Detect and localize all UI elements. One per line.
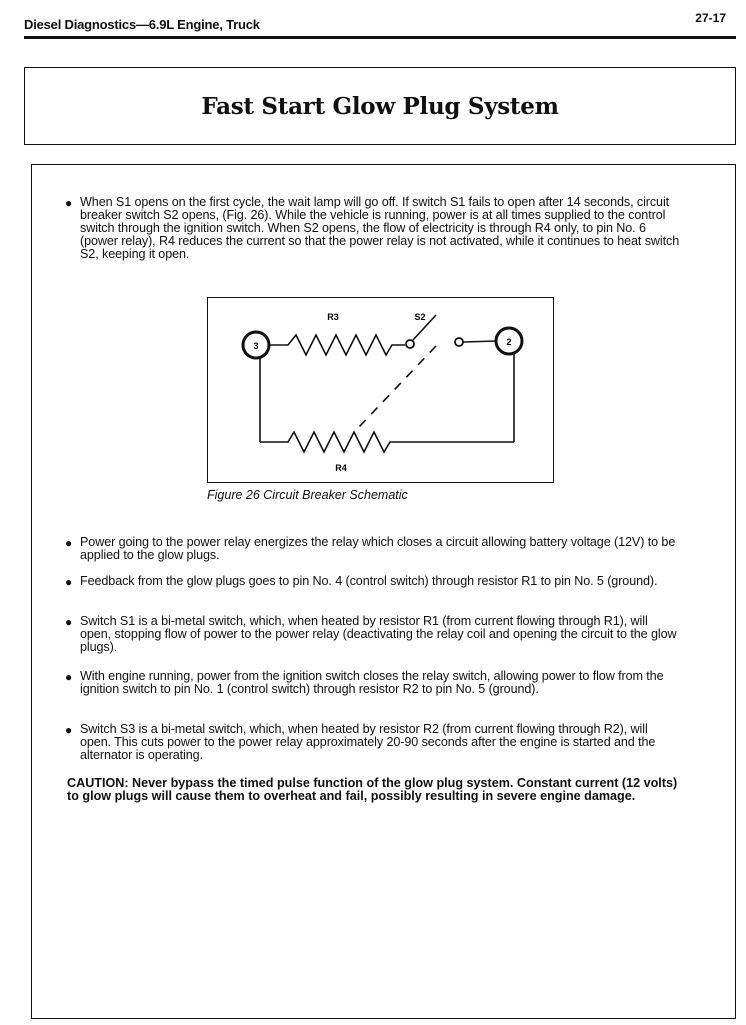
page-number: 27-17 xyxy=(695,11,726,25)
bullet-item xyxy=(65,614,680,654)
bullet-icon: ● xyxy=(65,575,73,589)
bullet-item xyxy=(65,535,680,562)
bullet-icon: ● xyxy=(65,723,73,737)
bullet-icon: ● xyxy=(65,615,73,629)
s2-contact-icon xyxy=(406,340,414,348)
terminal-2-label: 2 xyxy=(506,337,512,347)
circuit-breaker-schematic xyxy=(208,298,555,484)
bullet-text: With engine running, power from the ignition switch closes the relay switch, allowing power to flow from the ignition switch to pin No. 1 (control switch) through resistor R2 to pin No. 5 (ground). xyxy=(80,669,664,696)
r3-label: R3 xyxy=(327,312,339,322)
running-header: Diesel Diagnostics—6.9L Engine, Truck xyxy=(24,17,260,32)
bullet-icon: ● xyxy=(65,670,73,684)
bullet-icon: ● xyxy=(65,536,73,550)
bullet-text: Switch S1 is a bi-metal switch, which, when heated by resistor R1 (from current flowing through R1), will open, stopping flow of power to the power relay (deactivating the relay coil and opening the circuit to the glow plugs). xyxy=(80,614,677,654)
dashed-thermal-link xyxy=(358,346,436,428)
bullet-text: Power going to the power relay energizes the relay which closes a circuit allowing battery voltage (12V) to be applied to the glow plugs. xyxy=(80,535,676,562)
s2-contact-icon xyxy=(455,338,463,346)
caution-note: CAUTION: Never bypass the timed pulse function of the glow plug system. Constant current (12 volts) to glow plugs will cause them to overheat and fail, possibly resulting in severe engine damage. xyxy=(67,776,678,803)
bullet-text: Feedback from the glow plugs goes to pin No. 4 (control switch) through resistor R1 to pin No. 5 (ground). xyxy=(80,574,658,588)
bullet-item xyxy=(65,669,680,696)
r4-label: R4 xyxy=(335,463,347,473)
content-box xyxy=(31,164,736,1019)
s2-label: S2 xyxy=(414,312,426,322)
resistor-r3 xyxy=(269,335,405,355)
figure-caption: Figure 26 Circuit Breaker Schematic xyxy=(207,488,408,502)
header-rule xyxy=(24,36,736,39)
intro-paragraph xyxy=(65,195,680,261)
terminal-3-label: 3 xyxy=(253,341,259,351)
bullet-text: Switch S3 is a bi-metal switch, which, when heated by resistor R2 (from current flowing through R2), will open. This cuts power to the power relay approximately 20-90 seconds after the engine is started and the alternator is operating. xyxy=(80,722,656,762)
bullet-item xyxy=(65,722,680,762)
page-title: Fast Start Glow Plug System xyxy=(201,92,559,120)
bullet-icon: ● xyxy=(65,196,73,210)
title-box xyxy=(24,67,736,145)
figure-26-schematic xyxy=(207,297,554,483)
bullet-item xyxy=(65,574,680,589)
intro-text: When S1 opens on the first cycle, the wait lamp will go off. If switch S1 fails to open after 14 seconds, circuit breaker switch S2 opens, (Fig. 26). While the vehicle is running, power is at all times supplied to the control switch through the ignition switch. When S2 opens, the flow of electricity is through R4 only, to pin No. 6 (power relay), R4 reduces the current so that the power relay is not activated, while it continues to heat switch S2, keeping it open. xyxy=(80,195,680,261)
resistor-r4 xyxy=(260,432,514,452)
wire-right xyxy=(463,341,496,342)
